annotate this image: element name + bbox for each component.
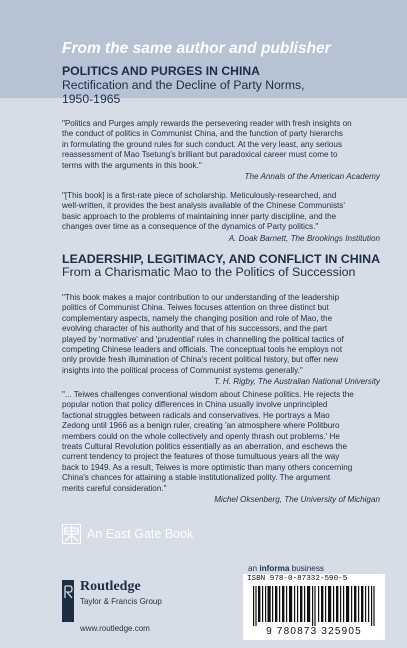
- review-line: merits careful consideration.": [62, 483, 167, 493]
- book2-subtitle: From a Charismatic Mao to the Politics of Succession: [62, 265, 356, 279]
- review-line: Zedong until 1966 as a benign ruler, creating 'an atmosphere where Politburo: [62, 421, 340, 431]
- review-line: "[This book] is a first-rate piece of scholarship. Meticulously-researched, and: [62, 191, 337, 200]
- review-line: "This book makes a major contribution to our understanding of the leadership: [62, 293, 340, 302]
- review-attribution: A. Doak Barnett, The Brookings Institution: [228, 233, 380, 243]
- isbn-text: ISBN 978-0-87332-590-5: [247, 575, 348, 583]
- review-line: competing Chinese leaders and officials. The conceptual tools he employs not: [62, 345, 343, 355]
- review-line: factional struggles between radicals and conservatives. He portrays a Mao: [62, 410, 330, 420]
- review-line: current tendency to project the features of those tumultuous years all the way: [62, 452, 340, 462]
- review-line: evolving character of his authority and that of his successors, and the part: [62, 324, 328, 334]
- publisher-website: www.routledge.com: [80, 624, 150, 633]
- review-line: well-written, it provides the best analysis available of the Chinese Communists': [62, 201, 345, 211]
- informa-prefix: an: [248, 564, 260, 573]
- book2-review-1: [62, 293, 380, 388]
- routledge-logo-icon: [62, 580, 74, 622]
- review-line: popular notion that policy differences in China usually involve unprincipled: [62, 400, 328, 410]
- review-line: terms with the arguments in this book.": [62, 160, 202, 170]
- review-line: the conduct of politics in Communist China, and the function of party hierarchs: [62, 129, 343, 139]
- barcode-panel: [243, 574, 385, 640]
- east-gate-text: An East Gate Book: [87, 527, 194, 541]
- from-same-heading: From the same author and publisher: [62, 40, 331, 57]
- review-line: members could on the whole collectively and openly thrash out problems.' He: [62, 431, 340, 441]
- informa-bold: informa: [259, 564, 290, 573]
- barcode-bars: [247, 586, 381, 626]
- publisher-name: Routledge: [80, 579, 141, 594]
- review-attribution: Michel Oksenberg, The University of Michigan: [214, 495, 380, 505]
- review-line: back to 1949. As a result, Teiwes is more optimistic than many others concerning: [62, 462, 353, 472]
- book1-subtitle-line2: 1950-1965: [62, 92, 121, 106]
- barcode-number: 9 780873 325905: [266, 626, 362, 637]
- review-line: basic approach to the problems of maintaining inner party discipline, and the: [62, 211, 337, 221]
- book2-review-2: [62, 390, 380, 505]
- review-line: in formulating the ground rules for such conduct. At the very least, any serious: [62, 139, 343, 149]
- review-attribution: The Annals of the American Academy: [244, 172, 380, 182]
- review-line: only provide fresh illumination of China's recent political history, but offer new: [62, 355, 339, 365]
- review-line: insights into the political process of Communist systems generally.": [62, 365, 303, 375]
- review-line: played by 'normative' and 'prudential' rules in channelling the political tactics of: [62, 334, 344, 344]
- review-line: changes over time as a consequence of the dynamics of Party politics.": [62, 222, 319, 232]
- east-gate-imprint: [62, 522, 193, 546]
- book2-title: LEADERSHIP, LEGITIMACY, AND CONFLICT IN CHINA: [62, 252, 381, 266]
- review-line: treats Cultural Revolution politics essentially as an aberration, and eschews the: [62, 442, 347, 452]
- review-line: "Politics and Purges amply rewards the persevering reader with fresh insights on: [62, 119, 352, 128]
- book1-subtitle-line1: Rectification and the Decline of Party Norms,: [62, 78, 305, 92]
- book1-subtitle: [62, 78, 305, 106]
- book1-review-1: [62, 119, 380, 182]
- review-line: complementary aspects, namely the changing position and role of Mao, the: [62, 313, 333, 323]
- book1-title: POLITICS AND PURGES IN CHINA: [62, 64, 260, 78]
- informa-line: [248, 564, 324, 573]
- publisher-group: Taylor & Francis Group: [80, 597, 162, 606]
- book1-review-2: [62, 191, 380, 244]
- review-line: China's chances for attaining a stable institutionalized polity. The argument: [62, 473, 331, 483]
- east-gate-logo-icon: [62, 524, 81, 544]
- review-attribution: T. H. Rigby, The Australian National University: [214, 377, 380, 387]
- review-line: reassessment of Mao Tsetung's brilliant but paradoxical career must come to: [62, 150, 338, 160]
- review-line: "... Teiwes challenges conventional wisdom about Chinese politics. He rejects the: [62, 390, 354, 399]
- informa-suffix: business: [289, 564, 325, 573]
- review-line: politics of Communist China. Teiwes focuses attention on three distinct but: [62, 303, 329, 313]
